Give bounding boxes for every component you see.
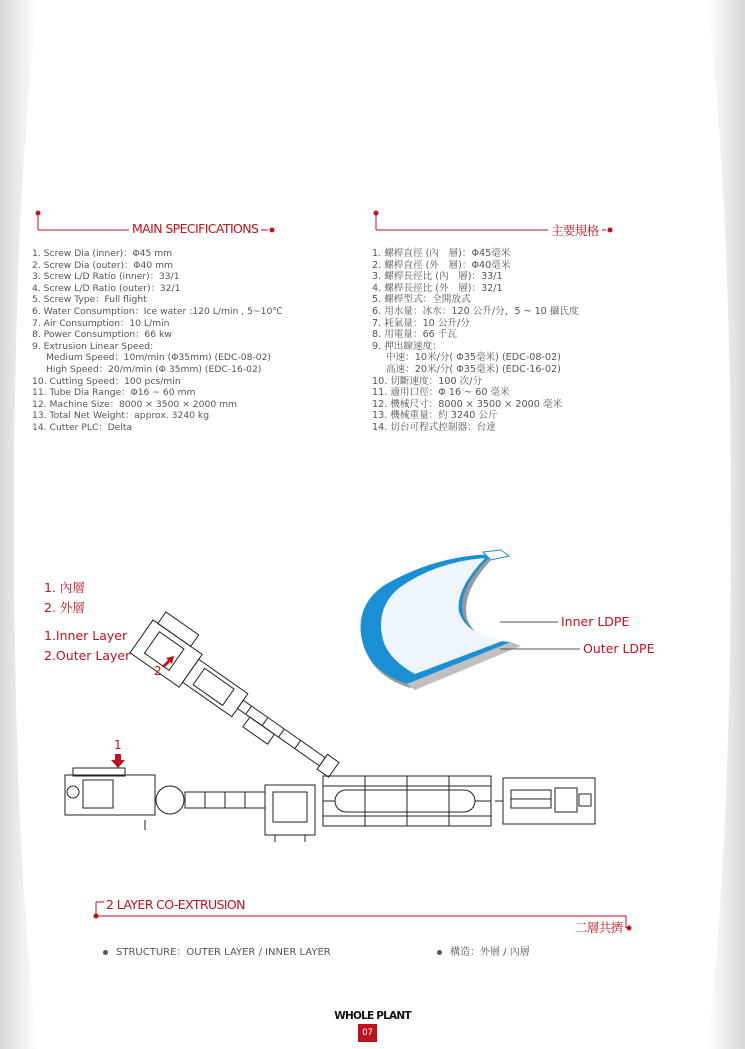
spec-item: 13. Total Net Weight：approx. 3240 kg — [32, 410, 210, 422]
marker-2-label: 2 — [154, 664, 162, 678]
spec-item: 高速：20米/分( Φ35毫米) (EDC-16-02) — [386, 363, 561, 375]
spec-item: 12. 機械尺寸：8000 × 3500 × 2000 毫米 — [372, 398, 563, 410]
legend-en-inner: 1.Inner Layer — [44, 628, 128, 643]
inner-extruder — [65, 768, 315, 842]
spec-item: 14. 切台可程式控制器：台達 — [372, 421, 496, 433]
spec-item: 4. Screw L/D Ratio (outer)：32/1 — [32, 282, 181, 294]
legend-zh-inner: 1. 內層 — [44, 580, 85, 595]
spec-zh-title: 主要規格 — [548, 221, 602, 239]
spec-item: High Speed：20/m/min (Φ 35mm) (EDC-16-02) — [46, 363, 262, 375]
spec-item: 5. Screw Type：Full flight — [32, 294, 147, 306]
spec-item: 8. 用電量：66 千瓦 — [372, 329, 458, 341]
spec-item: 7. Air Consumption：10 L/min — [32, 317, 170, 329]
spec-item: 10. Cutting Speed：100 pcs/min — [32, 375, 181, 387]
spec-item: 9. Extrusion Linear Speed: — [32, 340, 154, 352]
spec-item: 3. Screw L/D Ratio (inner)：33/1 — [32, 271, 180, 283]
arrow-marker-1 — [111, 754, 125, 768]
spec-item: 中速：10米/分( Φ35毫米) (EDC-08-02) — [386, 352, 561, 364]
spec-item: 11. 適用口徑：Φ 16 ~ 60 毫米 — [372, 387, 510, 399]
spec-item: 4. 螺桿長徑比 (外 層)：32/1 — [372, 282, 503, 294]
plant-layout-drawing — [55, 580, 615, 845]
spec-item: 10. 切斷速度：100 次/分 — [372, 375, 483, 387]
spec-item: 1. Screw Dia (inner)：Φ45 mm — [32, 248, 173, 259]
bullet-icon — [103, 950, 108, 955]
spec-item: 11. Tube Dia Range：Φ16 ~ 60 mm — [32, 387, 196, 399]
spec-item: 7. 耗氣量：10 公升/分 — [372, 317, 470, 329]
spec-item: 5. 螺桿型式：全開放式 — [372, 294, 471, 306]
structure-zh-text: 構造：外層 / 內層 — [450, 947, 530, 958]
spec-item: 2. 螺桿直徑 (外 層)：Φ40毫米 — [372, 259, 511, 271]
inner-ldpe-label: Inner LDPE — [561, 614, 630, 629]
haul-off-cutter — [495, 778, 595, 824]
spec-item: Medium Speed：10m/min (Φ35mm) (EDC-08-02) — [46, 352, 272, 364]
spec-item: 12. Machine Size：8000 × 3500 × 2000 mm — [32, 398, 238, 410]
outer-ldpe-label: Outer LDPE — [583, 641, 655, 656]
spec-item: 6. 用水量：冰水：120 公升/分，5 ~ 10 攝氏度 — [372, 305, 579, 317]
arrow-marker-2 — [160, 652, 178, 670]
legend-zh-outer: 2. 外層 — [44, 600, 85, 615]
spec-en-list — [32, 248, 283, 434]
spec-item: 13. 機械重量：約 3240 公斤 — [372, 410, 498, 422]
footer-title: WHOLE PLANT — [334, 1010, 411, 1022]
cooling-tank — [323, 776, 491, 826]
spec-item: 6. Water Consumption：Ice water :120 L/min , 5~10℃ — [32, 305, 283, 317]
spec-item: 1. 螺桿直徑 (內 層)：Φ45毫米 — [372, 248, 511, 259]
spec-item: 9. 押出線速度： — [372, 340, 442, 352]
spec-zh-list — [372, 248, 579, 434]
structure-en-text: STRUCTURE：OUTER LAYER / INNER LAYER — [116, 947, 331, 958]
marker-1-label: 1 — [114, 738, 122, 752]
structure-zh — [437, 943, 530, 958]
spec-item: 14. Cutter PLC：Delta — [32, 421, 133, 433]
structure-en — [103, 943, 331, 958]
bullet-icon — [437, 950, 442, 955]
section-en-title: 2 LAYER CO-EXTRUSION — [106, 897, 245, 912]
spec-item: 8. Power Consumption：66 kw — [32, 329, 172, 341]
page-number: 07 — [358, 1024, 377, 1042]
legend-en-outer: 2.Outer Layer — [44, 648, 131, 663]
outer-extruder — [130, 609, 353, 787]
spec-en-title: MAIN SPECIFICATIONS — [129, 221, 261, 236]
spec-item: 2. Screw Dia (outer)：Φ40 mm — [32, 259, 173, 271]
section-zh-title: 二層共擠 — [575, 920, 623, 935]
spec-item: 3. 螺桿長徑比 (內 層)：33/1 — [372, 271, 503, 283]
